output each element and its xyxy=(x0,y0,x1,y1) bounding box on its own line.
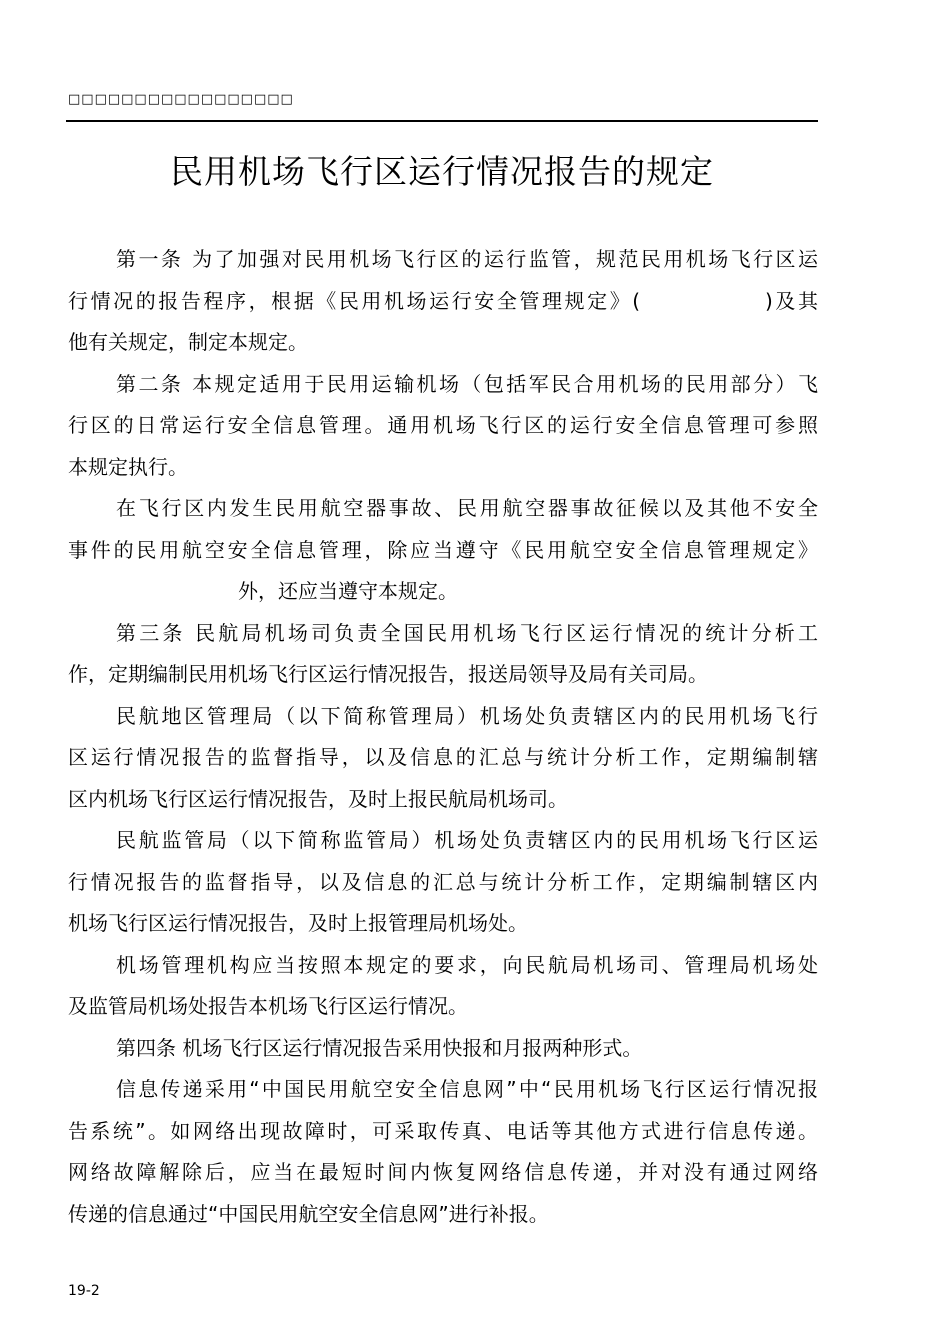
body-line: 告系统”。如网络出现故障时，可采取传真、电话等其他方式进行信息传递。 xyxy=(68,1118,818,1143)
body-line: 民航地区管理局（以下简称管理局）机场处负责辖区内的民用机场飞行 xyxy=(116,703,818,728)
body-line: 民航监管局（以下简称监管局）机场处负责辖区内的民用机场飞行区运 xyxy=(116,828,818,852)
body-line: 行情况的报告程序，根据《民用机场运行安全管理规定》( )及其 xyxy=(68,288,818,313)
body-line: 他有关规定，制定本规定。 xyxy=(68,330,308,354)
body-line: 机场管理机构应当按照本规定的要求，向民航局机场司、管理局机场处 xyxy=(116,952,818,977)
body-line: 第三条 民航局机场司负责全国民用机场飞行区运行情况的统计分析工 xyxy=(116,620,818,645)
body-line: 本规定执行。 xyxy=(68,454,188,479)
body-line: 第四条 机场飞行区运行情况报告采用快报和月报两种形式。 xyxy=(116,1035,643,1060)
body-line: 机场飞行区运行情况报告，及时上报管理局机场处。 xyxy=(68,911,528,935)
body-line: 在飞行区内发生民用航空器事故、民用航空器事故征候以及其他不安全 xyxy=(116,496,818,520)
header-rule xyxy=(66,120,818,122)
body-line: 作，定期编制民用机场飞行区运行情况报告，报送局领导及局有关司局。 xyxy=(68,662,708,686)
body-line: 网络故障解除后，应当在最短时间内恢复网络信息传递，并对没有通过网络 xyxy=(68,1160,818,1184)
body-line: 外，还应当遵守本规定。 xyxy=(238,579,458,603)
document-body xyxy=(68,239,818,1235)
body-line: 行区的日常运行安全信息管理。通用机场飞行区的运行安全信息管理可参照 xyxy=(68,413,818,437)
body-line: 区内机场飞行区运行情况报告，及时上报民航局机场司。 xyxy=(68,786,568,811)
body-line: 信息传递采用“中国民用航空安全信息网”中“民用机场飞行区运行情况报 xyxy=(116,1077,818,1101)
body-line: 行情况报告的监督指导，以及信息的汇总与统计分析工作，定期编制辖区内 xyxy=(68,869,818,894)
running-header: □□□□□□□□□□□□□□□□□ xyxy=(68,92,294,107)
body-line: 第一条 为了加强对民用机场飞行区的运行监管，规范民用机场飞行区运 xyxy=(116,247,818,271)
document-title: 民用机场飞行区运行情况报告的规定 xyxy=(170,152,714,191)
body-line: 第二条 本规定适用于民用运输机场（包括军民合用机场的民用部分）飞 xyxy=(116,371,818,396)
body-line: 传递的信息通过“中国民用航空安全信息网”进行补报。 xyxy=(68,1201,549,1226)
body-line: 区运行情况报告的监督指导，以及信息的汇总与统计分析工作，定期编制辖 xyxy=(68,745,818,769)
page-number: 19-2 xyxy=(68,1283,100,1299)
body-line: 及监管局机场处报告本机场飞行区运行情况。 xyxy=(68,994,468,1018)
body-line: 事件的民用航空安全信息管理，除应当遵守《民用航空安全信息管理规定》 xyxy=(68,537,818,562)
